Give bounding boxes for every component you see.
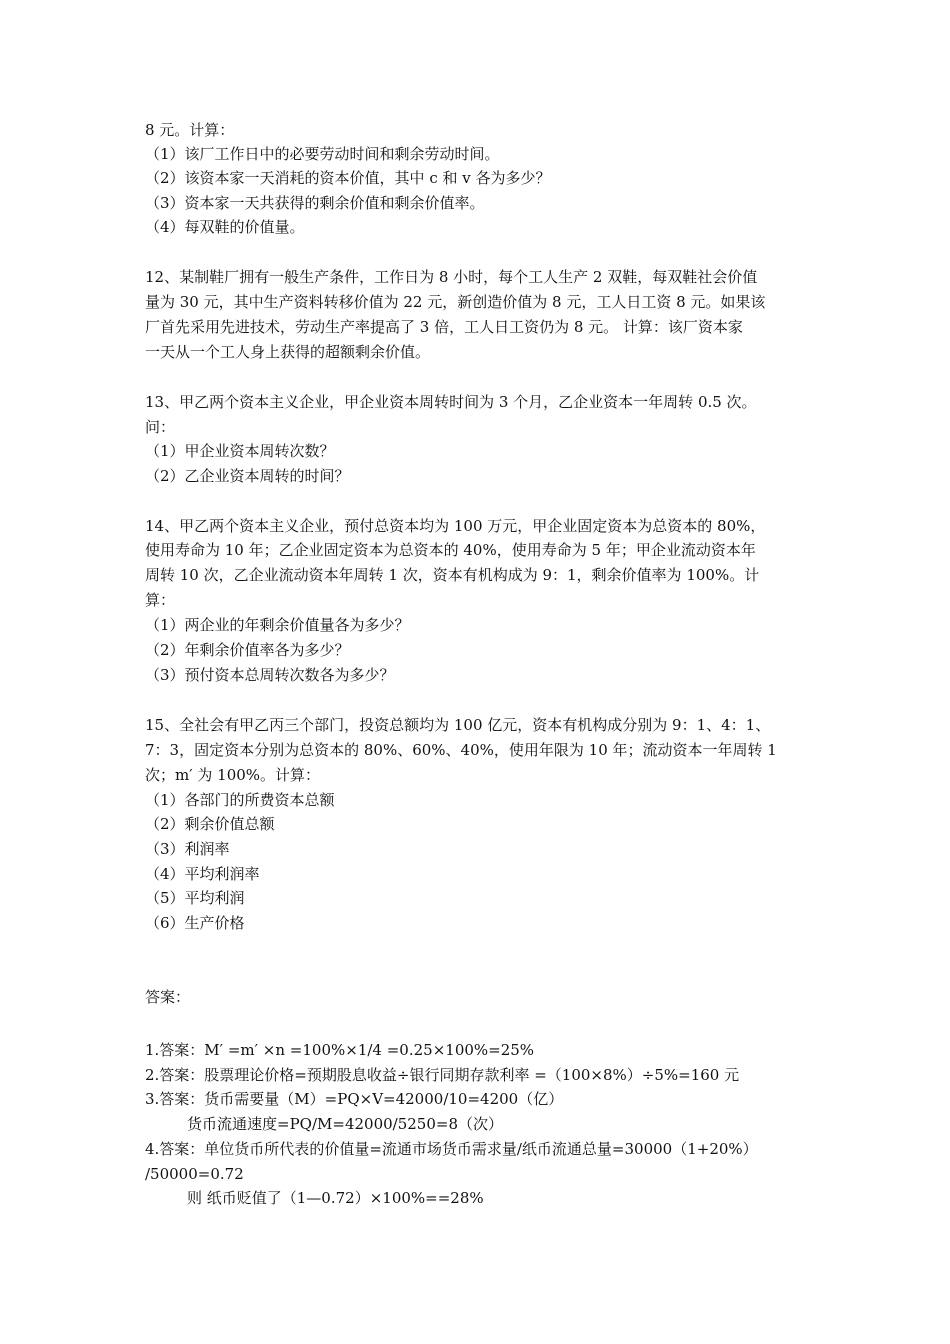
text-line: 则 纸币贬值了（1—0.72）×100%==28% (187, 1189, 484, 1207)
text-line: （6）生产价格 (145, 914, 245, 932)
text-line: （4）每双鞋的价值量。 (145, 218, 305, 236)
text-line: 1.答案：M′ =m′ ×n =100%×1/4 =0.25×100%=25% (145, 1041, 535, 1059)
text-line: 4.答案：单位货币所代表的价值量=流通市场货币需求量/纸币流通总量=30000（1+20%） (145, 1140, 758, 1158)
text-line: 一天从一个工人身上获得的超额剩余价值。 (145, 343, 431, 361)
text-line: （1）各部门的所费资本总额 (145, 791, 335, 809)
text-line: （1）甲企业资本周转次数？ (145, 442, 335, 460)
text-line: 厂首先采用先进技术，劳动生产率提高了 3 倍，工人日工资仍为 8 元。 计算：该厂资本家 (145, 318, 743, 336)
text-line: （2）剩余价值总额 (145, 815, 275, 833)
text-line: 13、甲乙两个资本主义企业，甲企业资本周转时间为 3 个月，乙企业资本一年周转 0.5 次。 (145, 393, 757, 411)
text-line: （3）资本家一天共获得的剩余价值和剩余价值率。 (145, 194, 485, 212)
text-line: （1）两企业的年剩余价值量各为多少？ (145, 616, 410, 634)
text-line: （2）乙企业资本周转的时间？ (145, 467, 350, 485)
text-line: 12、某制鞋厂拥有一般生产条件，工作日为 8 小时，每个工人生产 2 双鞋，每双鞋社会价值 (145, 268, 758, 286)
text-line: 14、甲乙两个资本主义企业，预付总资本均为 100 万元，甲企业固定资本为总资本的 80%， (145, 517, 766, 535)
text-line: 3.答案：货币需要量（M）=PQ×V=42000/10=4200（亿） (145, 1090, 564, 1108)
text-line: 次；m′ 为 100%。计算： (145, 766, 321, 784)
text-line: 8 元。计算： (145, 121, 235, 139)
text-line: （5）平均利润 (145, 889, 245, 907)
text-line: （2）该资本家一天消耗的资本价值，其中 c 和 v 各为多少？ (145, 169, 551, 187)
text-line: 答案： (145, 988, 191, 1006)
text-line: （3）利润率 (145, 840, 230, 858)
text-line: 2.答案：股票理论价格=预期股息收益÷银行同期存款利率 =（100×8%）÷5%=160 元 (145, 1066, 740, 1084)
text-line: 问： (145, 418, 176, 436)
text-line: （1）该厂工作日中的必要劳动时间和剩余劳动时间。 (145, 145, 500, 163)
text-line: 货币流通速度=PQ/M=42000/5250=8（次） (187, 1115, 503, 1133)
text-line: （4）平均利润率 (145, 865, 260, 883)
text-line: 使用寿命为 10 年；乙企业固定资本为总资本的 40%，使用寿命为 5 年；甲企业流动资本年 (145, 541, 756, 559)
text-line: 周转 10 次，乙企业流动资本年周转 1 次，资本有机构成为 9：1，剩余价值率为 100%。计 (145, 566, 760, 584)
text-line: （2）年剩余价值率各为多少？ (145, 641, 350, 659)
text-line: 量为 30 元，其中生产资料转移价值为 22 元，新创造价值为 8 元，工人日工资 8 元。如果该 (145, 293, 766, 311)
text-line: 15、全社会有甲乙丙三个部门，投资总额均为 100 亿元，资本有机构成分别为 9：1、4：1、 (145, 716, 771, 734)
text-line: 7：3，固定资本分别为总资本的 80%、60%、40%，使用年限为 10 年；流动资本一年周转 1 (145, 741, 777, 759)
text-line: （3）预付资本总周转次数各为多少？ (145, 666, 395, 684)
text-line: 算： (145, 591, 176, 609)
text-line: /50000=0.72 (145, 1165, 244, 1183)
